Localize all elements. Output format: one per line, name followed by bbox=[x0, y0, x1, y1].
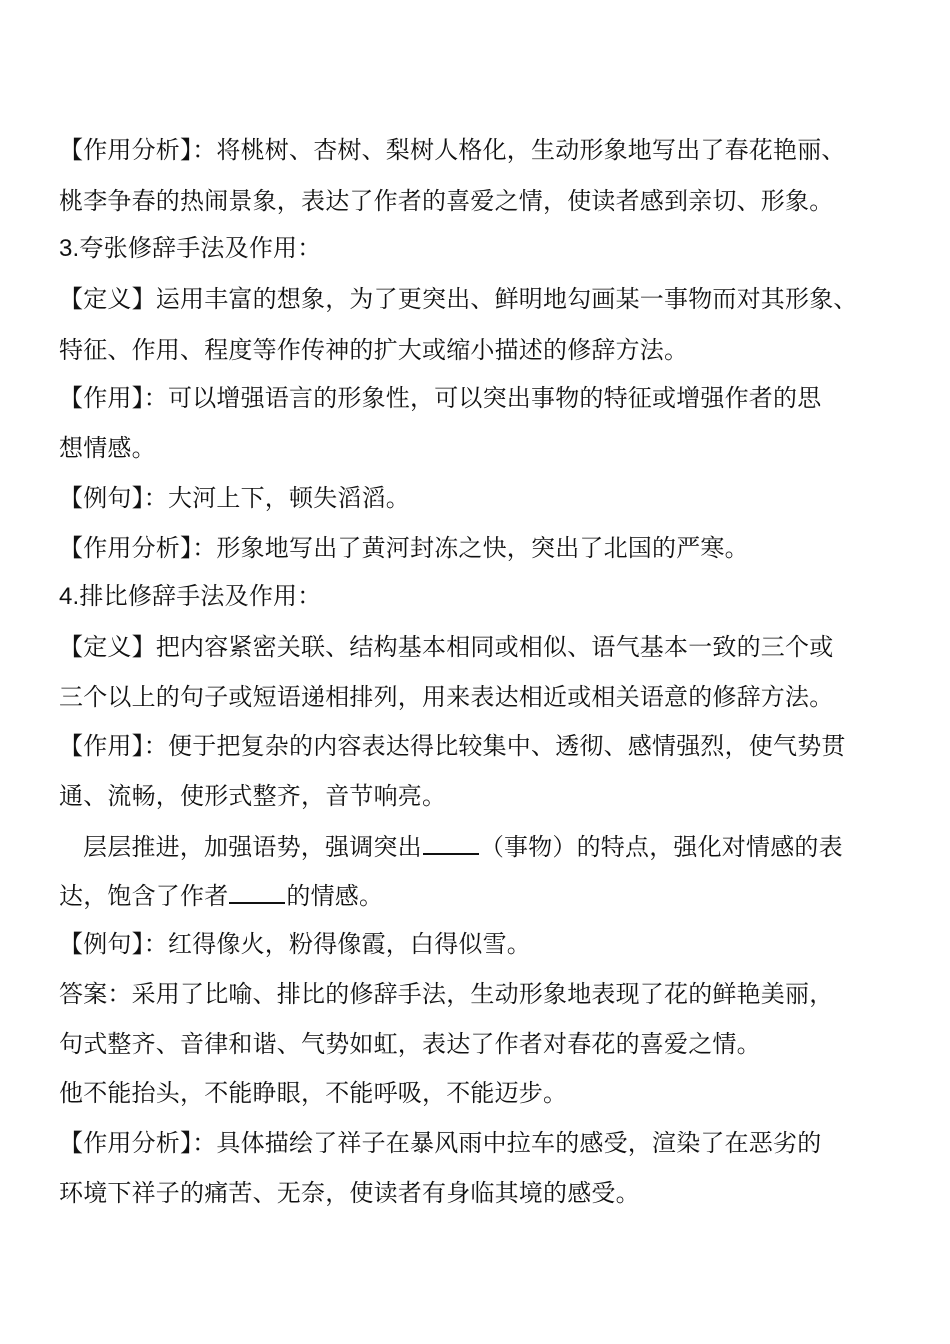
answer-blank[interactable] bbox=[423, 831, 479, 855]
text-line: 【定义】把内容紧密关联、结构基本相同或相似、语气基本一致的三个或 bbox=[59, 633, 834, 661]
answer-line: 答案：采用了比喻、排比的修辞手法，生动形象地表现了花的鲜艳美丽， bbox=[59, 980, 834, 1008]
text-line: 特征、作用、程度等作传神的扩大或缩小描述的修辞方法。 bbox=[59, 336, 689, 364]
section-heading-3: 3.夸张修辞手法及作用： bbox=[59, 235, 322, 262]
example-sentence: 他不能抬头，不能睁眼，不能呼吸，不能迈步。 bbox=[59, 1079, 568, 1107]
text-line: 【作用分析】：形象地写出了黄河封冻之快，突出了北国的严寒。 bbox=[59, 534, 749, 562]
answer-blank[interactable] bbox=[229, 880, 285, 904]
text-line: 环境下祥子的痛苦、无奈，使读者有身临其境的感受。 bbox=[59, 1179, 640, 1207]
text-line: 【作用】：便于把复杂的内容表达得比较集中、透彻、感情强烈，使气势贯 bbox=[59, 732, 846, 760]
text-line: 【作用】：可以增强语言的形象性，可以突出事物的特征或增强作者的思 bbox=[59, 384, 822, 412]
fill-in-line bbox=[83, 831, 843, 862]
text-line: 句式整齐、音律和谐、气势如虹，表达了作者对春花的喜爱之情。 bbox=[59, 1030, 761, 1058]
text-line: 【作用分析】：将桃树、杏树、梨树人格化，生动形象地写出了春花艳丽、 bbox=[59, 136, 846, 164]
text-segment: 的情感。 bbox=[286, 882, 384, 910]
text-segment: 达，饱含了作者 bbox=[59, 882, 229, 910]
text-segment: （事物）的特点，强化对情感的表 bbox=[479, 833, 843, 861]
example-sentence: 【例句】：大河上下，顿失滔滔。 bbox=[59, 484, 410, 512]
text-line: 三个以上的句子或短语递相排列，用来表达相近或相关语意的修辞方法。 bbox=[59, 683, 834, 711]
text-line: 【定义】运用丰富的想象，为了更突出、鲜明地勾画某一事物而对其形象、 bbox=[59, 285, 858, 313]
text-line: 【作用分析】：具体描绘了祥子在暴风雨中拉车的感受，渲染了在恶劣的 bbox=[59, 1129, 822, 1157]
text-line: 想情感。 bbox=[59, 434, 156, 462]
example-sentence: 【例句】：红得像火，粉得像霞，白得似雪。 bbox=[59, 930, 531, 958]
text-line: 通、流畅，使形式整齐，音节响亮。 bbox=[59, 782, 447, 810]
section-heading-4: 4.排比修辞手法及作用： bbox=[59, 583, 322, 610]
fill-in-line bbox=[59, 880, 383, 911]
text-line: 桃李争春的热闹景象，表达了作者的喜爱之情，使读者感到亲切、形象。 bbox=[59, 187, 834, 215]
text-segment: 层层推进，加强语势，强调突出 bbox=[83, 833, 422, 861]
